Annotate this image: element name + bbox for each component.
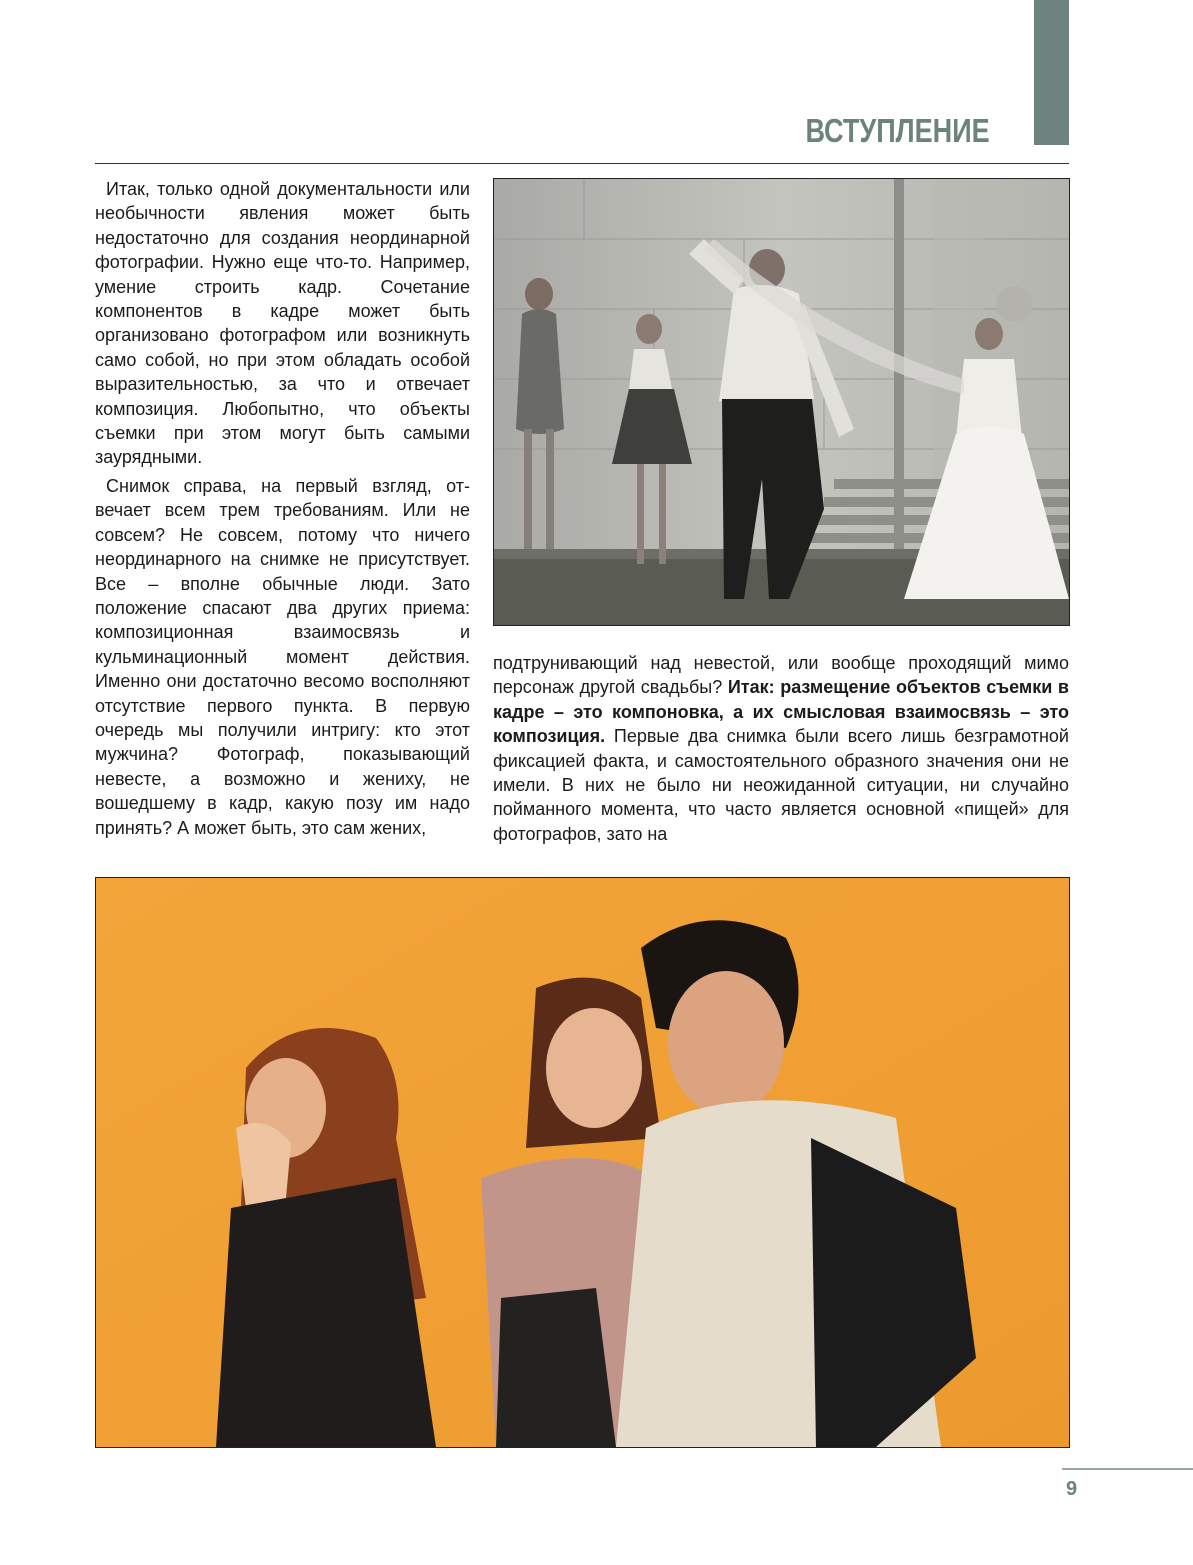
side-tab-marker	[1034, 0, 1069, 145]
right-text-before-bold: подтрунивающий над невестой, или вообще проходящий мимо персонаж другой свадьбы?	[493, 653, 1069, 698]
section-title: ВСТУПЛЕНИЕ	[805, 112, 990, 149]
right-text-after-bold: Первые два снимка были всего лишь безграмотной фиксацией факта, и самостоятельного образного значения они не имели. В них не было ни неожиданной ситуации, ни случайно пойманного момента, что часто является основной «пищей» для фотографов, зато на	[493, 726, 1069, 844]
left-text-column	[95, 177, 470, 840]
footer-rule	[1062, 1468, 1193, 1470]
youth-photo	[95, 877, 1070, 1448]
right-bold-statement: Итак: размещение объектов съемки в кадре – это компоновка, а их смысловая взаимосвязь – это композиция.	[493, 677, 1069, 747]
left-paragraph-1: Итак, только одной документальности или необычности явления может быть недостаточно для создания неординарной фотографии. Нужно еще что-то. Например, умение строить кадр. Сочетание компонентов в кадре может быть организовано фотографом или возникнуть само собой, но при этом обладать особой выразительностью, за что и отвечает композиция. Любопытно, что объекты съемки при этом могут быть самыми заурядными.	[95, 179, 470, 468]
left-paragraph-2: Снимок справа, на первый взгляд, отвечает всем трем требованиям. Или не совсем? Не совсем, потому что ничего неординарного на снимке не присутствует. Все – вполне обычные люди. Зато положение спасают два других приема: композиционная взаимосвязь и кульминационный момент действия. Именно они достаточно весомо восполняют отсутствие первого пункта. В первую очередь мы получили интригу: кто этот мужчина? Фотограф, показывающий невесте, а возможно и жениху, не вошедшему в кадр, какую позу им надо принять? А может быть, это сам жених,	[95, 475, 470, 838]
wedding-photo	[493, 178, 1070, 626]
header-rule	[95, 163, 1069, 164]
right-text-column	[493, 651, 1069, 846]
page-number: 9	[1066, 1478, 1078, 1500]
right-paragraph	[493, 651, 1069, 846]
